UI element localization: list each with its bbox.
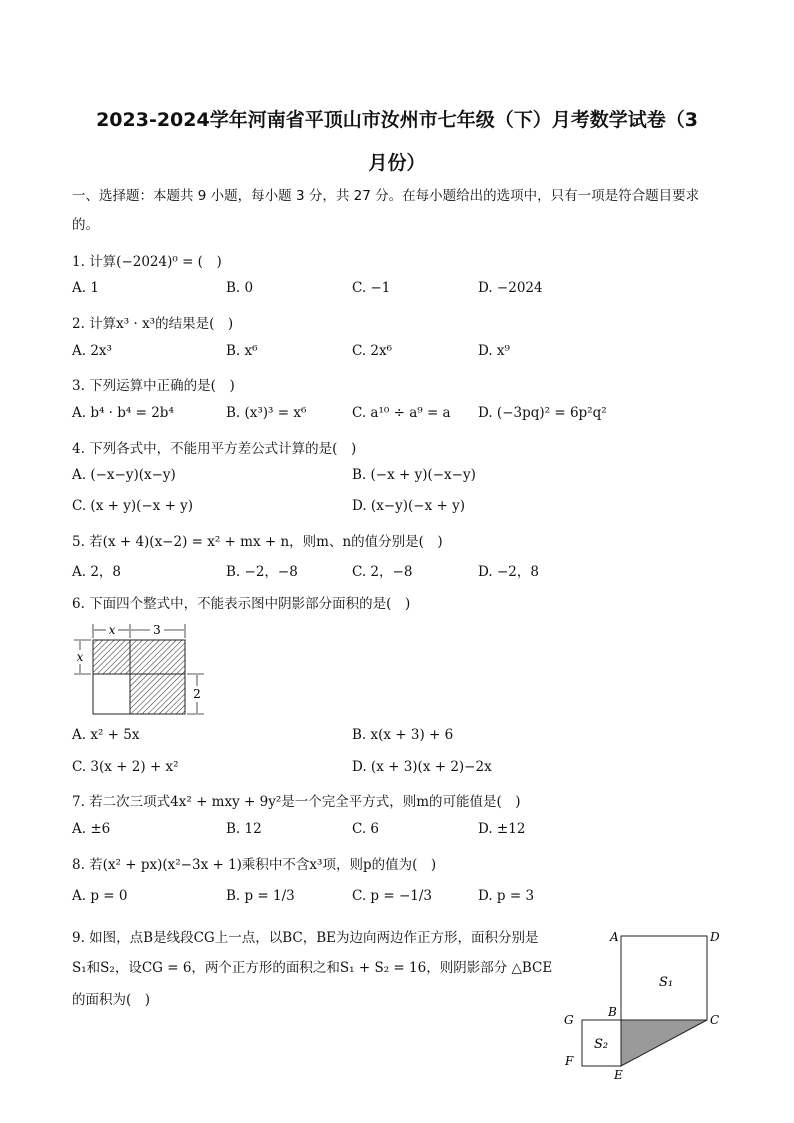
q8-option-d: D. p = 3 xyxy=(478,888,535,904)
page-title-line1: 2023-2024学年河南省平顶山市汝州市七年级（下）月考数学试卷（3 xyxy=(96,109,698,131)
question-7-options xyxy=(72,821,732,841)
q3-option-b: B. (x³)³ = x⁶ xyxy=(226,405,307,421)
question-3-options xyxy=(72,405,732,425)
q7-option-c: C. 6 xyxy=(352,821,380,837)
q5-option-b: B. −2，−8 xyxy=(226,564,298,580)
q6-option-a: A. x² + 5x xyxy=(72,727,140,743)
question-8-options xyxy=(72,888,732,908)
question-4-options-row2 xyxy=(72,498,732,518)
q2-option-c: C. 2x⁶ xyxy=(352,343,393,359)
fig9-label-b: B xyxy=(608,1005,617,1019)
section1-instructions-line1: 一、选择题：本题共 9 小题，每小题 3 分，共 27 分。在每小题给出的选项中，只有一项是符合题目要求 xyxy=(72,188,700,204)
question-9-stem-line3: 的面积为( ) xyxy=(72,992,151,1008)
fig9-label-s2: S₂ xyxy=(594,1037,609,1052)
question-1-stem: 1. 计算(−2024)⁰ = ( ) xyxy=(72,254,222,270)
fig9-label-d: D xyxy=(710,930,720,944)
q6-option-d: D. (x + 3)(x + 2)−2x xyxy=(352,759,492,775)
q3-option-c: C. a¹⁰ ÷ a⁹ = a xyxy=(352,405,451,421)
question-1-options xyxy=(72,280,732,300)
q7-option-d: D. ±12 xyxy=(478,821,526,837)
fig6-label-2: 2 xyxy=(193,687,201,701)
question-6-stem: 6. 下面四个整式中，不能表示图中阴影部分面积的是( ) xyxy=(72,596,411,612)
q2-option-a: A. 2x³ xyxy=(72,343,112,359)
q1-option-a: A. 1 xyxy=(72,280,99,296)
figure-6-diagram xyxy=(66,620,226,720)
q4-option-a: A. (−x−y)(x−y) xyxy=(72,467,176,483)
q1-option-d: D. −2024 xyxy=(478,280,543,296)
question-6-options-row1 xyxy=(72,727,732,747)
q5-option-c: C. 2，−8 xyxy=(352,564,413,580)
question-8-stem: 8. 若(x² + px)(x²−3x + 1)乘积中不含x³项，则p的值为( ) xyxy=(72,857,437,873)
q8-option-b: B. p = 1/3 xyxy=(226,888,295,904)
question-2-stem: 2. 计算x³ · x³的结果是( ) xyxy=(72,316,234,332)
q5-option-a: A. 2，8 xyxy=(72,564,122,580)
fig6-blank-bottom-left xyxy=(93,674,130,714)
fig6-shaded-top-left xyxy=(93,640,130,674)
fig9-label-e: E xyxy=(614,1068,623,1082)
question-4-options-row1 xyxy=(72,467,732,487)
fig6-shaded-bottom-right xyxy=(130,674,185,714)
q7-option-b: B. 12 xyxy=(226,821,262,837)
question-2-options xyxy=(72,343,732,363)
question-9-stem-line1: 9. 如图，点B是线段CG上一点，以BC，BE为边向两边作正方形，面积分别是 xyxy=(72,930,539,946)
fig9-label-g: G xyxy=(564,1013,574,1027)
fig6-label-3: 3 xyxy=(153,623,161,637)
question-5-stem: 5. 若(x + 4)(x−2) = x² + mx + n，则m、n的值分别是( ) xyxy=(72,534,443,550)
q3-option-d: D. (−3pq)² = 6p²q² xyxy=(478,405,607,421)
fig9-label-f: F xyxy=(565,1054,574,1068)
q4-option-c: C. (x + y)(−x + y) xyxy=(72,498,194,514)
question-9-stem-line2: S₁和S₂，设CG = 6，两个正方形的面积之和S₁ + S₂ = 16，则阴影部分 △BCE xyxy=(72,960,553,976)
question-3-stem: 3. 下列运算中正确的是( ) xyxy=(72,378,235,394)
q6-option-c: C. 3(x + 2) + x² xyxy=(72,759,179,775)
page-title-line2: 月份） xyxy=(368,152,426,174)
fig6-shaded-top-right xyxy=(130,640,185,674)
question-7-stem: 7. 若二次三项式4x² + mxy + 9y²是一个完全平方式，则m的可能值是( ) xyxy=(72,794,521,810)
q2-option-d: D. x⁹ xyxy=(478,343,510,359)
question-4-stem: 4. 下列各式中，不能用平方差公式计算的是( ) xyxy=(72,441,357,457)
q1-option-b: B. 0 xyxy=(226,280,254,296)
question-6-options-row2 xyxy=(72,759,732,779)
fig9-label-s1: S₁ xyxy=(659,975,674,990)
fig6-label-x-top: x xyxy=(108,623,116,637)
fig9-label-a: A xyxy=(610,930,619,944)
q1-option-c: C. −1 xyxy=(352,280,391,296)
q8-option-a: A. p = 0 xyxy=(72,888,128,904)
section1-instructions-line2: 的。 xyxy=(72,217,99,233)
q4-option-b: B. (−x + y)(−x−y) xyxy=(352,467,476,483)
q2-option-b: B. x⁶ xyxy=(226,343,258,359)
fig9-label-c: C xyxy=(710,1013,720,1027)
q6-option-b: B. x(x + 3) + 6 xyxy=(352,727,454,743)
q7-option-a: A. ±6 xyxy=(72,821,111,837)
question-5-options xyxy=(72,560,732,580)
q5-option-d: D. −2，8 xyxy=(478,564,539,580)
q4-option-d: D. (x−y)(−x + y) xyxy=(352,498,465,514)
fig9-shaded-triangle-bce xyxy=(621,1020,707,1066)
fig6-label-x-left: x xyxy=(76,650,84,664)
figure-9-diagram xyxy=(556,922,736,1082)
q3-option-a: A. b⁴ · b⁴ = 2b⁴ xyxy=(72,405,174,421)
q8-option-c: C. p = −1/3 xyxy=(352,888,433,904)
